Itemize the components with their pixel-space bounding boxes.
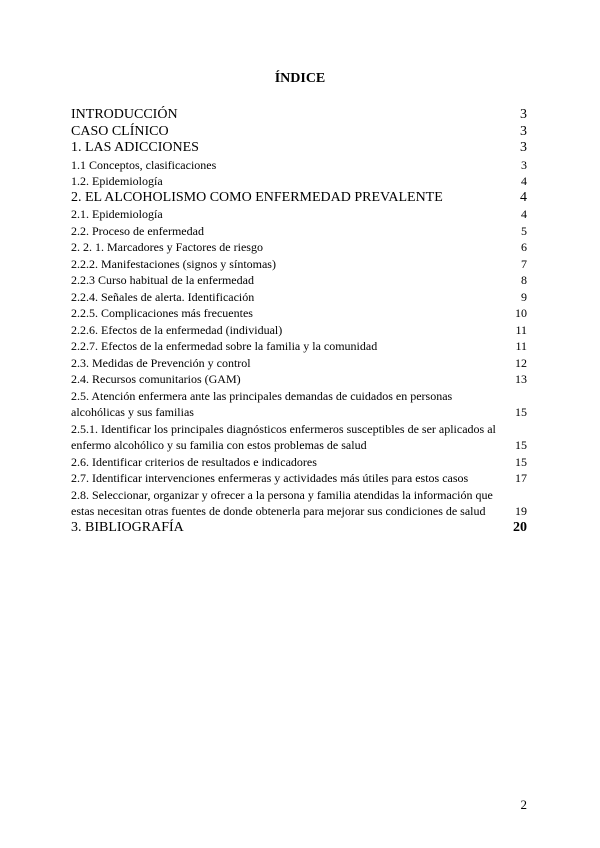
toc-entry-page: 4 — [521, 207, 527, 221]
toc-entry-2-5[interactable] — [71, 388, 527, 421]
toc-entry-2-5-1[interactable] — [71, 421, 527, 454]
toc-entry-title: 1. LAS ADICCIONES — [71, 140, 199, 155]
toc-entry-page: 10 — [515, 306, 527, 320]
toc-entry-page: 5 — [521, 223, 527, 238]
toc-entry-page: 12 — [515, 355, 527, 370]
toc-entry-title: 2.2.5. Complicaciones más frecuentes — [71, 306, 253, 320]
toc-entry-title: 2.7. Identificar intervenciones enfermeras y actividades más útiles para estos casos — [71, 471, 469, 485]
toc-entry-title: 3. BIBLIOGRAFÍA — [71, 519, 184, 535]
toc-entry-2-6[interactable] — [71, 454, 527, 471]
toc-entry-page: 11 — [515, 322, 527, 337]
toc-entry-title: 2. EL ALCOHOLISMO COMO ENFERMEDAD PREVALENTE — [71, 189, 443, 205]
toc-entry-page: 17 — [515, 471, 527, 485]
toc-entry-las-adicciones[interactable] — [71, 140, 527, 157]
toc-entry-title: 2.2.7. Efectos de la enfermedad sobre la familia y la comunidad — [71, 339, 378, 353]
toc-entry-title: 2. 2. 1. Marcadores y Factores de riesgo — [71, 240, 263, 254]
toc-entry-title: 2.1. Epidemiología — [71, 207, 163, 221]
toc-entry-title: INTRODUCCIÓN — [71, 107, 178, 122]
toc-entry-page: 19 — [515, 504, 527, 518]
toc-entry-2-1[interactable] — [71, 206, 527, 223]
toc-entry-alcoholismo[interactable] — [71, 190, 527, 207]
toc-entry-title: 2.8. Seleccionar, organizar y ofrecer a la persona y familia atendidas la información que estas necesitan otras fuentes de donde obtenerla para mejorar sus condiciones de salud — [71, 487, 493, 518]
toc-entry-2-8[interactable] — [71, 487, 527, 520]
page-title: ÍNDICE — [274, 71, 326, 86]
toc-entry-2-2-3[interactable] — [71, 272, 527, 289]
toc-entry-page: 4 — [520, 189, 527, 205]
toc-entry-page: 15 — [515, 454, 527, 469]
toc-entry-title: CASO CLÍNICO — [71, 123, 169, 139]
toc-entry-title: 2.2.4. Señales de alerta. Identificación — [71, 289, 255, 304]
toc-entry-title: 2.5.1. Identificar los principales diagnósticos enfermeros susceptibles de ser aplicados al enfermo alcohólico y su familia con estos problemas de salud — [71, 421, 496, 452]
toc-entry-2-2-4[interactable] — [71, 289, 527, 306]
toc-entry-2-2-7[interactable] — [71, 338, 527, 355]
toc-entry-1-2[interactable] — [71, 173, 527, 190]
toc-entry-title: 2.2. Proceso de enfermedad — [71, 223, 204, 238]
toc-entry-caso-clinico[interactable] — [71, 124, 527, 141]
toc-entry-2-2-1[interactable] — [71, 239, 527, 256]
toc-entry-1-1[interactable] — [71, 157, 527, 174]
toc-entry-title: 2.2.3 Curso habitual de la enfermedad — [71, 273, 254, 287]
toc-entry-introduccion[interactable] — [71, 107, 527, 124]
toc-entry-page: 8 — [521, 273, 527, 287]
toc-entry-title: 2.6. Identificar criterios de resultados e indicadores — [71, 454, 317, 469]
toc-entry-2-7[interactable] — [71, 470, 527, 487]
toc-entry-page: 6 — [521, 240, 527, 254]
toc-entry-page: 15 — [515, 438, 527, 452]
toc-entry-page: 7 — [521, 256, 527, 271]
toc-entry-2-2[interactable] — [71, 223, 527, 240]
toc-entry-2-2-6[interactable] — [71, 322, 527, 339]
toc-entry-2-2-5[interactable] — [71, 305, 527, 322]
toc-entry-page: 3 — [520, 140, 527, 155]
toc-entry-title: 2.2.6. Efectos de la enfermedad (individual) — [71, 322, 283, 337]
toc-entry-2-3[interactable] — [71, 355, 527, 372]
toc-entry-title: 1.1 Conceptos, clasificaciones — [71, 157, 217, 172]
toc-entry-title: 2.4. Recursos comunitarios (GAM) — [71, 372, 241, 386]
toc-entry-title: 2.2.2. Manifestaciones (signos y síntomas) — [71, 256, 276, 271]
toc-entry-2-4[interactable] — [71, 371, 527, 388]
toc-entry-page: 15 — [515, 405, 527, 419]
toc-entry-page: 9 — [521, 289, 527, 304]
toc-entry-2-2-2[interactable] — [71, 256, 527, 273]
toc-entry-page: 11 — [515, 339, 527, 353]
toc-entry-page: 3 — [521, 157, 527, 172]
toc-entry-page: 3 — [520, 107, 527, 122]
toc-entry-page: 20 — [513, 519, 527, 535]
toc-entry-page: 3 — [520, 123, 527, 139]
toc-entry-title: 1.2. Epidemiología — [71, 174, 163, 188]
toc-entry-page: 13 — [515, 372, 527, 386]
toc-entry-page: 4 — [521, 174, 527, 188]
toc-entry-title: 2.5. Atención enfermera ante las principales demandas de cuidados en personas alcohólicas y sus familias — [71, 388, 453, 419]
toc-entry-title: 2.3. Medidas de Prevención y control — [71, 355, 251, 370]
table-of-contents — [71, 107, 527, 536]
toc-entry-bibliografia[interactable] — [71, 520, 527, 537]
page-number: 2 — [520, 797, 527, 812]
